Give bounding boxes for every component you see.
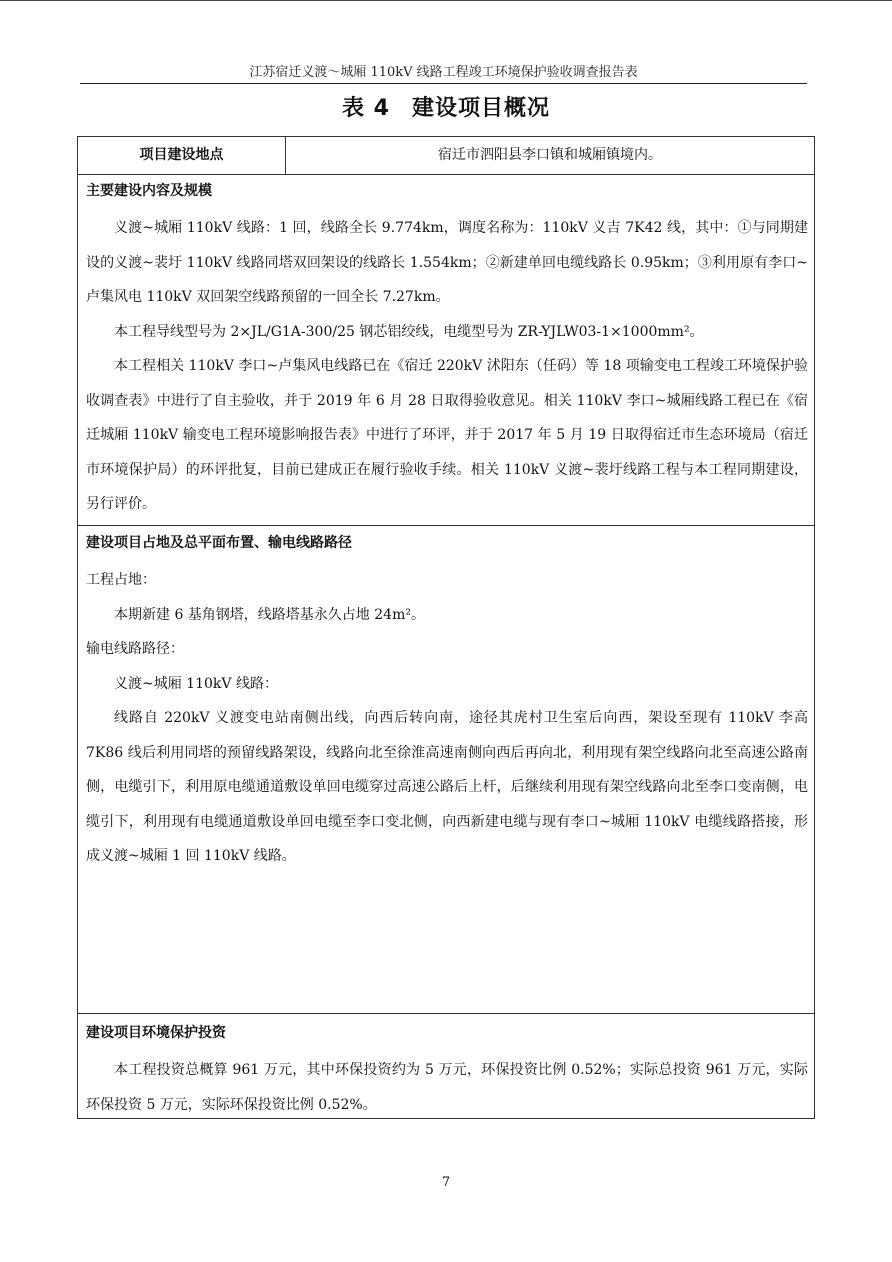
location-value: 宿迁市泗阳县李口镇和城厢镇境内。 xyxy=(438,147,662,163)
investment-section xyxy=(86,1023,808,1122)
running-header: 江苏宿迁义渡～城厢 110kV 线路工程竣工环境保护验收调查报告表 xyxy=(249,65,638,80)
investment-text: 本工程投资总概算 961 万元，其中环保投资约为 5 万元，环保投资比例 0.52%；实际总投资 961 万元，实际环保投资 5 万元，实际环保投资比例 0.52%。 xyxy=(86,1062,808,1113)
route-text: 线路自 220kV 义渡变电站南侧出线，向西后转向南，途径其虎村卫生室后向西，架设至现有 110kV 李高 7K86 线后利用同塔的预留线路架设，线路向北至徐淮高速南侧向西后再向北，利用现有架空线路向北至高速公路南侧，电缆引下，利用原电缆通道敷设单回电缆穿过高速公路后上杆，后继续利用现有架空线路向北至李口变南侧，电缆引下，利用现有电缆通道敷设单回电缆至李口变北侧，向西新建电缆与现有李口~城厢 110kV 电缆线路搭接，形成义渡~城厢 1 回 110kV 线路。 xyxy=(86,710,808,864)
row-divider-3 xyxy=(78,1013,814,1014)
location-label: 项目建设地点 xyxy=(139,147,224,163)
construction-paragraph-3: 本工程相关 110kV 李口~卢集风电线路已在《宿迁 220kV 沭阳东（任码）等 18 项输变电工程竣工环境保护验收调查表》中进行了自主验收，并于 2019 年 6 月 28 日取得验收意见。相关 110kV 李口~城厢线路工程已在《宿迁城厢 110kV 输变电工程环境影响报告表》中进行了环评，并于 2017 年 5 月 19 日取得宿迁市生态环境局（宿迁市环境保护局）的环评批复，目前已建成正在履行验收手续。相关 110kV 义渡~裴圩线路工程与本工程同期建设，另行评价。 xyxy=(86,358,808,512)
section-title-investment: 建设项目环境保护投资 xyxy=(86,1025,226,1041)
page-number: 7 xyxy=(441,1175,451,1190)
row-divider-1 xyxy=(78,174,814,175)
table-title xyxy=(0,94,892,124)
route-subtitle: 义渡~城厢 110kV 线路： xyxy=(114,675,278,692)
route-label: 输电线路路径： xyxy=(86,641,184,657)
table-title-text: 建设项目概况 xyxy=(411,96,550,121)
land-route-section xyxy=(86,533,808,874)
land-text: 本期新建 6 基角钢塔，线路塔基永久占地 24m²。 xyxy=(114,606,425,623)
page-top-edge xyxy=(0,0,892,1)
header-rule xyxy=(80,83,807,84)
land-label: 工程占地： xyxy=(86,572,156,588)
section-title-construction: 主要建设内容及规模 xyxy=(86,183,212,199)
overview-table xyxy=(77,136,815,1119)
construction-paragraph-1: 义渡~城厢 110kV 线路：1 回，线路全长 9.774km，调度名称为：110kV 义吉 7K42 线，其中：①与同期建设的义渡~裴圩 110kV 线路同塔双回架设的线路长 1.554km；②新建单回电缆线路长 0.95km；③利用原有李口~卢集风电 110kV 双回架空线路预留的一回全长 7.27km。 xyxy=(86,220,808,305)
table-number: 表 4 xyxy=(342,96,390,121)
row-divider-2 xyxy=(78,525,814,526)
construction-paragraph-2: 本工程导线型号为 2×JL/G1A-300/25 钢芯铝绞线，电缆型号为 ZR-YJLW03-1×1000mm²。 xyxy=(114,323,704,340)
section-title-land-route: 建设项目占地及总平面布置、输电线路路径 xyxy=(86,535,352,551)
construction-content-section xyxy=(86,181,808,522)
